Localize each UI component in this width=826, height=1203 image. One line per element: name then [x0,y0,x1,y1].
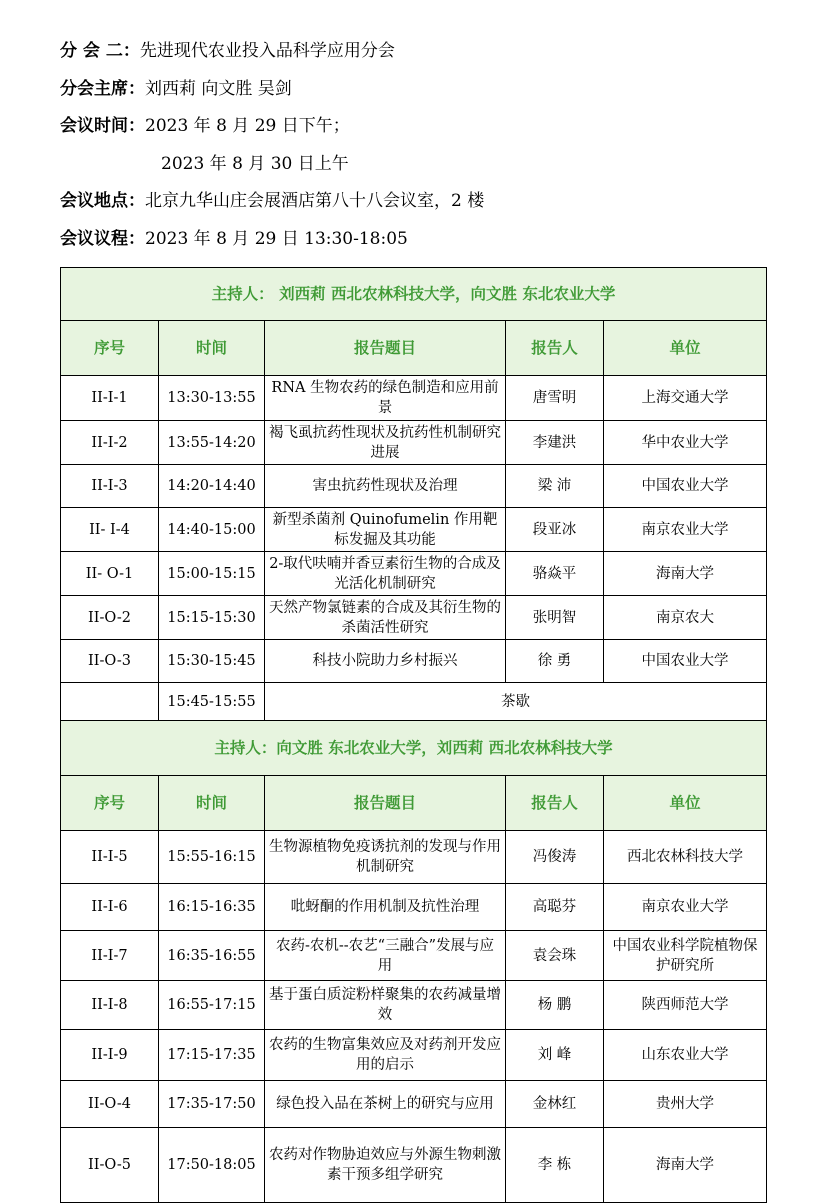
column-header: 单位 [604,321,767,376]
row-topic: 2-取代呋喃并香豆素衍生物的合成及光活化机制研究 [265,552,506,596]
column-header: 报告人 [506,776,604,831]
session-label: 分 会 二： [60,41,140,61]
row-time: 17:35-17:50 [159,1081,265,1128]
row-speaker: 李建洪 [506,421,604,465]
host-row [61,721,767,776]
row-id: II-I-7 [61,931,159,981]
row-id: II-O-3 [61,640,159,683]
table-row [61,596,767,640]
row-id [61,683,159,721]
row-unit: 南京农大 [604,596,767,640]
row-topic: 褐飞虱抗药性现状及抗药性机制研究进展 [265,421,506,465]
table-row [61,931,767,981]
row-unit: 上海交通大学 [604,376,767,421]
time-line [60,111,780,149]
row-topic: 害虫抗药性现状及治理 [265,465,506,508]
place-value: 北京九华山庄会展酒店第八十八会议室，2 楼 [145,191,485,211]
row-id: II-I-2 [61,421,159,465]
column-header: 时间 [159,321,265,376]
row-unit: 陕西师范大学 [604,981,767,1030]
agenda-label: 会议议程： [60,228,145,249]
row-id: II-I-5 [61,831,159,884]
row-id: II-I-8 [61,981,159,1030]
row-time: 17:15-17:35 [159,1030,265,1081]
row-topic: RNA 生物农药的绿色制造和应用前景 [265,376,506,421]
table-row [61,884,767,931]
column-header: 时间 [159,776,265,831]
row-unit: 海南大学 [604,1128,767,1203]
row-id: II-I-1 [61,376,159,421]
row-topic: 农药对作物胁迫效应与外源生物刺激素干预多组学研究 [265,1128,506,1203]
table-row [61,640,767,683]
session-value: 先进现代农业投入品科学应用分会 [139,41,395,61]
place-label: 会议地点： [60,191,145,211]
row-speaker: 徐 勇 [506,640,604,683]
row-unit: 中国农业大学 [604,465,767,508]
row-speaker: 唐雪明 [506,376,604,421]
table-header-row [61,776,767,831]
row-id: II- I-4 [61,508,159,552]
row-time: 16:55-17:15 [159,981,265,1030]
time-value-1: 2023 年 8 月 29 日下午； [145,116,350,136]
row-id: II-O-5 [61,1128,159,1203]
row-speaker: 段亚冰 [506,508,604,552]
row-topic: 生物源植物免疫诱抗剂的发现与作用机制研究 [265,831,506,884]
row-topic: 新型杀菌剂 Quinofumelin 作用靶标发掘及其功能 [265,508,506,552]
row-speaker: 杨 鹏 [506,981,604,1030]
row-unit: 中国农业科学院植物保护研究所 [604,931,767,981]
row-id: II-O-4 [61,1081,159,1128]
row-id: II-I-9 [61,1030,159,1081]
table-row [61,421,767,465]
host-text: 主持人：向文胜 东北农业大学，刘西莉 西北农林科技大学 [61,721,767,776]
host-row [61,268,767,321]
column-header: 单位 [604,776,767,831]
column-header: 序号 [61,776,159,831]
column-header: 报告人 [506,321,604,376]
row-speaker: 高聪芬 [506,884,604,931]
row-unit: 山东农业大学 [604,1030,767,1081]
chair-line [60,74,780,112]
row-speaker: 张明智 [506,596,604,640]
row-time: 15:55-16:15 [159,831,265,884]
row-time: 14:20-14:40 [159,465,265,508]
row-time: 13:55-14:20 [159,421,265,465]
table-row [61,1081,767,1128]
break-row [61,683,767,721]
row-id: II-O-2 [61,596,159,640]
row-unit: 南京农业大学 [604,508,767,552]
table-row [61,552,767,596]
row-speaker: 袁会珠 [506,931,604,981]
row-speaker: 刘 峰 [506,1030,604,1081]
row-unit: 贵州大学 [604,1081,767,1128]
table-row [61,831,767,884]
row-time: 15:45-15:55 [159,683,265,721]
agenda-table [60,267,767,1203]
row-speaker: 骆焱平 [506,552,604,596]
table-row [61,1030,767,1081]
row-time: 16:35-16:55 [159,931,265,981]
host-text: 主持人： 刘西莉 西北农林科技大学，向文胜 东北农业大学 [61,268,767,321]
row-unit: 西北农林科技大学 [604,831,767,884]
row-unit: 南京农业大学 [604,884,767,931]
row-topic: 天然产物氯链素的合成及其衍生物的杀菌活性研究 [265,596,506,640]
column-header: 报告题目 [265,321,506,376]
row-time: 16:15-16:35 [159,884,265,931]
chair-value: 刘西莉 向文胜 吴剑 [145,78,292,99]
row-unit: 海南大学 [604,552,767,596]
table-header-row [61,321,767,376]
row-time: 15:30-15:45 [159,640,265,683]
row-topic: 吡蚜酮的作用机制及抗性治理 [265,884,506,931]
table-row [61,376,767,421]
row-unit: 中国农业大学 [604,640,767,683]
agenda-value: 2023 年 8 月 29 日 13:30-18:05 [145,228,408,249]
row-unit: 华中农业大学 [604,421,767,465]
session-line [60,36,780,74]
agenda-table-body [61,268,767,1203]
table-row [61,1128,767,1203]
row-id: II- O-1 [61,552,159,596]
row-time: 15:00-15:15 [159,552,265,596]
table-row [61,508,767,552]
row-topic: 基于蛋白质淀粉样聚集的农药减量增效 [265,981,506,1030]
time-label: 会议时间： [60,116,145,136]
session-info [60,36,780,261]
agenda-line [60,224,780,262]
row-topic: 绿色投入品在茶树上的研究与应用 [265,1081,506,1128]
row-time: 15:15-15:30 [159,596,265,640]
row-topic: 农药-农机--农艺“三融合”发展与应用 [265,931,506,981]
row-speaker: 李 栋 [506,1128,604,1203]
table-row [61,981,767,1030]
chair-label: 分会主席： [60,78,145,99]
column-header: 序号 [61,321,159,376]
row-time: 13:30-13:55 [159,376,265,421]
time-line-2 [60,149,780,187]
row-topic: 科技小院助力乡村振兴 [265,640,506,683]
break-label: 茶歇 [265,683,767,721]
column-header: 报告题目 [265,776,506,831]
table-row [61,465,767,508]
time-value-2: 2023 年 8 月 30 日上午 [161,153,349,174]
row-speaker: 梁 沛 [506,465,604,508]
row-time: 14:40-15:00 [159,508,265,552]
place-line [60,186,780,224]
row-id: II-I-3 [61,465,159,508]
row-speaker: 冯俊涛 [506,831,604,884]
row-topic: 农药的生物富集效应及对药剂开发应用的启示 [265,1030,506,1081]
row-id: II-I-6 [61,884,159,931]
row-speaker: 金林红 [506,1081,604,1128]
row-time: 17:50-18:05 [159,1128,265,1203]
